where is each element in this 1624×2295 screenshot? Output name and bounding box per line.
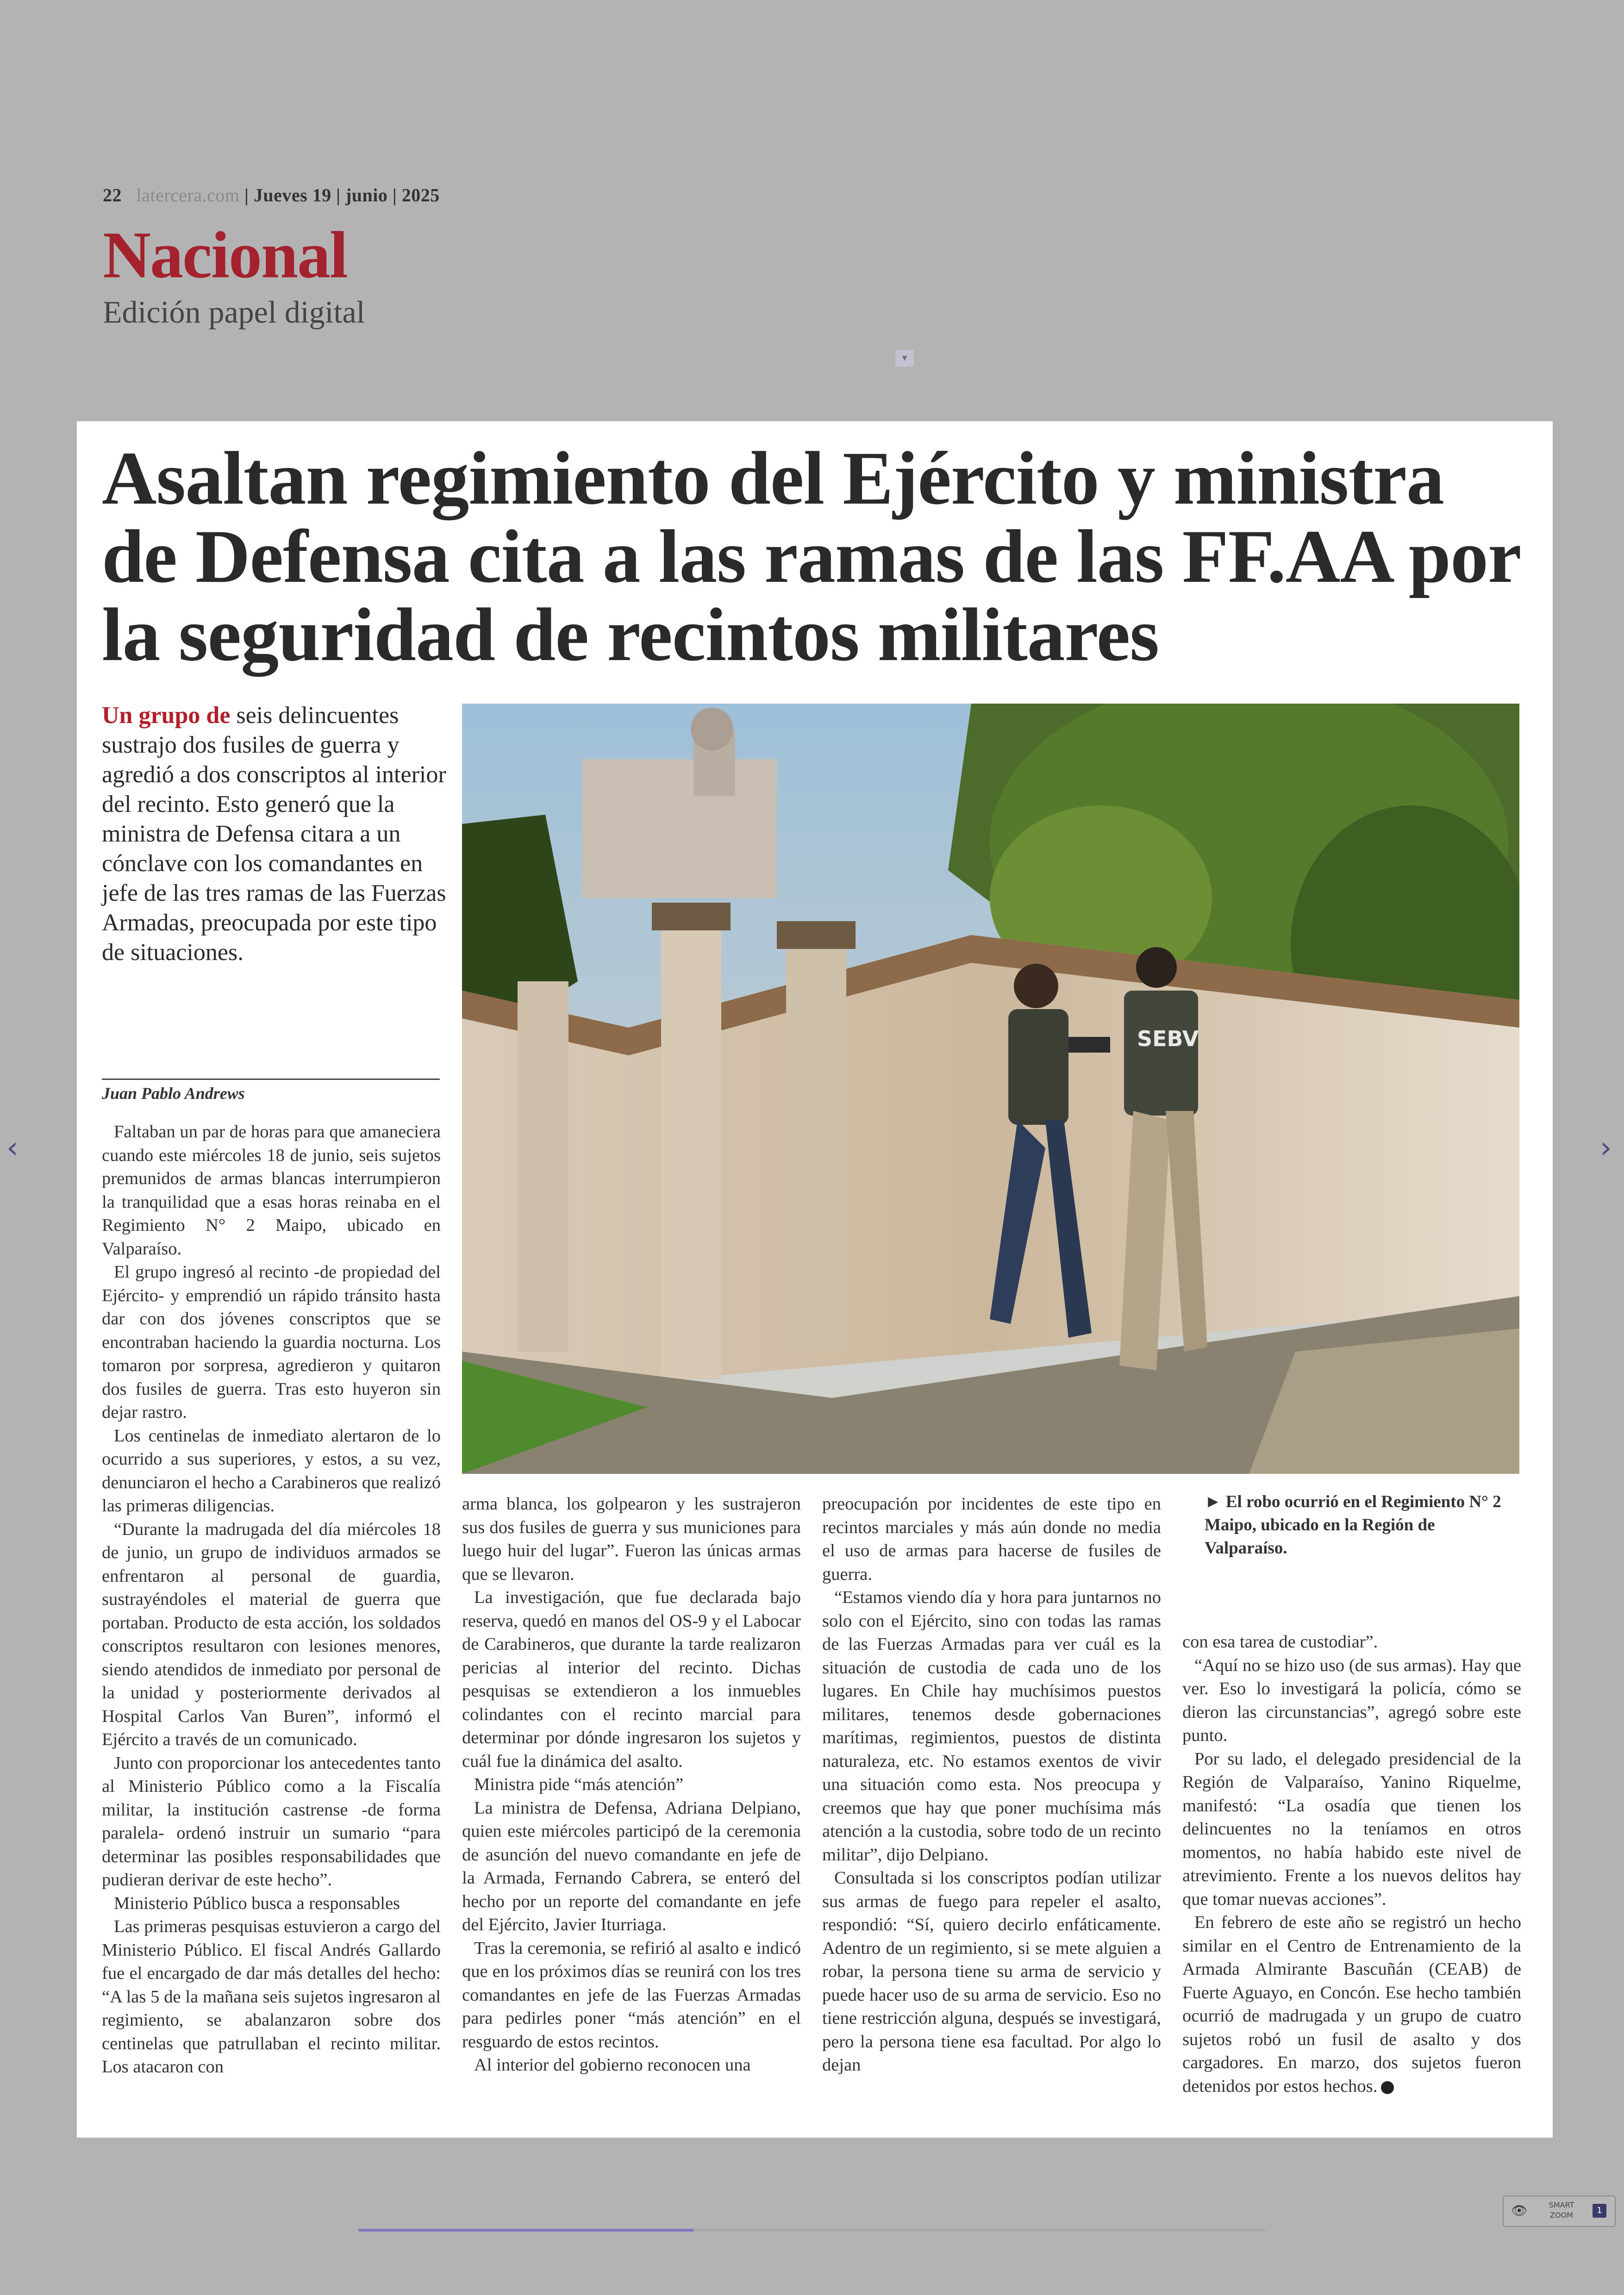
- photo-caption: ► El robo ocurrió en el Regimiento N° 2 Maipo, ubicado en la Región de Valparaíso.: [1205, 1492, 1501, 1558]
- site-name: latercera.com: [136, 185, 240, 206]
- column-4: [1182, 1630, 1521, 2098]
- subheading: Ministerio Público busca a responsables: [114, 1893, 400, 1913]
- eye-icon: 👁: [1511, 2203, 1528, 2218]
- article-headline: Asaltan regimiento del Ejército y ministra de Defensa cita a las ramas de las FF.AA por la seguridad de recintos militares: [102, 437, 1520, 677]
- smart-zoom-label: SMART ZOOM: [1549, 2201, 1574, 2220]
- paragraph: Junto con proporcionar los antecedentes tanto al Ministerio Público como a la Fiscalía militar, la institución castrense -de forma paralela- ordenó instruir un sumario “para determinar las posibles responsabilidades que pudieran derivar de este hecho”.: [102, 1753, 441, 1890]
- lead-kicker: Un grupo de: [102, 702, 231, 729]
- page-number: 22: [103, 185, 122, 206]
- section-title: Nacional: [103, 218, 348, 292]
- paragraph: El grupo ingresó al recinto -de propiedad del Ejército- y emprendió un rápido tránsito hasta dar con dos jóvenes conscriptos que se encontraban haciendo la guardia nocturna. Los tomaron por sorpresa, agredieron y quitaron dos fusiles de guerra. Tras esto huyeron sin dejar rastro.: [102, 1262, 441, 1422]
- page-badge: 1: [1593, 2204, 1606, 2218]
- paragraph: preocupación por incidentes de este tipo en recintos marciales y más aún donde no media el uso de armas para hacerse de fusiles de guerra.: [822, 1494, 1161, 1584]
- column-1: [102, 1120, 441, 2079]
- edition-label: Edición papel digital: [103, 294, 365, 330]
- paragraph: arma blanca, los golpearon y les sustrajeron sus dos fusiles de guerra y sus municiones para luego huir del lugar”. Fueron las únicas armas que se llevaron.: [462, 1494, 801, 1584]
- column-2: [462, 1492, 801, 2077]
- page-scroll-progress[interactable]: [358, 2229, 1266, 2232]
- paragraph: La ministra de Defensa, Adriana Delpiano, quien este miércoles participó de la ceremonia de asunción del nuevo comandante en jefe de la Armada, Fernando Cabrera, se enteró del hecho por un reporte del comandante en jefe del Ejército, Javier Iturriaga.: [462, 1798, 801, 1934]
- paragraph: Por su lado, el delegado presidencial de la Región de Valparaíso, Yanino Riquelme, manifestó: “La osadía que tienen los delincuentes no la teníamos en otros momentos, no había habido este nivel de atrevimiento. Frente a los nuevos delitos hay que tomar nuevas acciones”.: [1182, 1749, 1521, 1909]
- vest-label: SEBV: [1137, 1026, 1199, 1051]
- paragraph: Faltaban un par de horas para que amaneciera cuando este miércoles 18 de junio, seis sujetos premunidos de armas blancas interrumpieron la tranquilidad que a esas horas reinaba en el Regimiento N° 2 Maipo, ubicado en Valparaíso.: [102, 1122, 441, 1259]
- paragraph: Al interior del gobierno reconocen una: [474, 2055, 751, 2075]
- smart-zoom-button[interactable]: [1503, 2195, 1616, 2227]
- progress-fill: [358, 2229, 694, 2232]
- paragraph: Las primeras pesquisas estuvieron a cargo del Ministerio Público. El fiscal Andrés Gallardo fue el encargado de dar más detalles del hecho: “A las 5 de la mañana seis sujetos ingresaron al regimiento, se abalanzaron sobre dos centinelas que patrullaban el recinto militar. Los atacaron con: [102, 1917, 441, 2077]
- issue-date: | Jueves 19 | junio | 2025: [244, 185, 440, 206]
- article-lead: [102, 701, 447, 967]
- paragraph: “Estamos viendo día y hora para juntarnos no solo con el Ejército, sino con todas las ramas de las Fuerzas Armadas para ver cuál es la situación de custodia de cada uno de los lugares. En Chile hay muchísimos puestos militares, tenemos desde gobernaciones marítimas, regimientos, puestos de distinta naturaleza, etc. No estamos exentos de vivir una situación como esta. Nos preocupa y creemos que hay que poner muchísima más atención a la custodia, sobre todo de un recinto militar”, dijo Delpiano.: [822, 1588, 1161, 1865]
- lead-text: seis delincuentes sustrajo dos fusiles de guerra y agredió a dos conscriptos al interior del recinto. Esto generó que la ministra de Defensa citara a un cónclave con los comandantes en jefe de las tres ramas de las Fuerzas Armadas, preocupada por este tipo de situaciones.: [102, 702, 446, 966]
- paragraph-text: En febrero de este año se registró un hecho similar en el Centro de Entrenamiento de la Armada Almirante Bascuñán (CEAB) de Fuerte Aguayo, en Concón. Ese hecho también ocurrió de madrugada y un grupo de cuatro sujetos robó un fusil de asalto y dos cargadores. En marzo, dos sujetos fueron detenidos por estos hechos.: [1182, 1913, 1521, 2096]
- paragraph: [1182, 1911, 1521, 2098]
- newspaper-page: [77, 421, 1553, 2138]
- photo-illustration: [462, 704, 1519, 1474]
- byline: Juan Pablo Andrews: [102, 1079, 440, 1103]
- column-3: [822, 1492, 1161, 2077]
- next-page-icon[interactable]: ›: [1600, 1131, 1612, 1165]
- paragraph: Consultada si los conscriptos podían utilizar sus armas de fuego para repeler el asalto, respondió: “Sí, quiero decirlo enfáticamente. Adentro de un regimiento, si se mete alguien a robar, la persona tiene su arma de servicio y puede hacer uso de su arma de servicio. Eso no tiene restricción alguna, después se investigará, pero la persona tiene esa facultad. Por algo lo dejan: [822, 1868, 1161, 2075]
- article-photo: [462, 704, 1519, 1474]
- paragraph: Los centinelas de inmediato alertaron de lo ocurrido a sus superiores, y estos, a su vez, denunciaron el hecho a Carabineros que realizó las primeras diligencias.: [102, 1426, 441, 1515]
- paragraph: “Durante la madrugada del día miércoles 18 de junio, un grupo de individuos armados se enfrentaron al personal de guardia, sustrayéndoles el material de guerra que portaban. Producto de esta acción, los soldados conscriptos resultaron con lesiones menores, siendo atendidos de inmediato por personal de la unidad y posteriormente derivados al Hospital Carlos Van Buren”, informó el Ejército a través de un comunicado.: [102, 1519, 441, 1749]
- previous-page-icon[interactable]: ‹: [6, 1131, 19, 1165]
- paragraph: Tras la ceremonia, se refirió al asalto e indicó que en los próximos días se reunirá con los tres comandantes en jefe de las Fuerzas Armadas para pedirles poner “más atención” en el resguardo de estos recintos.: [462, 1938, 801, 2052]
- page-meta: [103, 184, 440, 206]
- end-of-article-icon: [1381, 2081, 1394, 2094]
- subheading: Ministra pide “más atención”: [474, 1775, 684, 1794]
- paragraph: La investigación, que fue declarada bajo reserva, quedó en manos del OS-9 y el Labocar de Carabineros, que durante la tarde realizaron pericias al interior del recinto. Dichas pesquisas se extendieron a los inmuebles colindantes con el recinto marcial para determinar por dónde ingresaron los sujetos y cuál fue la dinámica del asalto.: [462, 1588, 801, 1771]
- paragraph: “Aquí no se hizo uso (de sus armas). Hay que ver. Eso lo investigará la policía, cómo se dieron las circunstancias”, agregó sobre este punto.: [1182, 1655, 1521, 1745]
- chevron-down-icon[interactable]: ▾: [895, 350, 914, 367]
- paragraph: con esa tarea de custodiar”.: [1182, 1632, 1378, 1652]
